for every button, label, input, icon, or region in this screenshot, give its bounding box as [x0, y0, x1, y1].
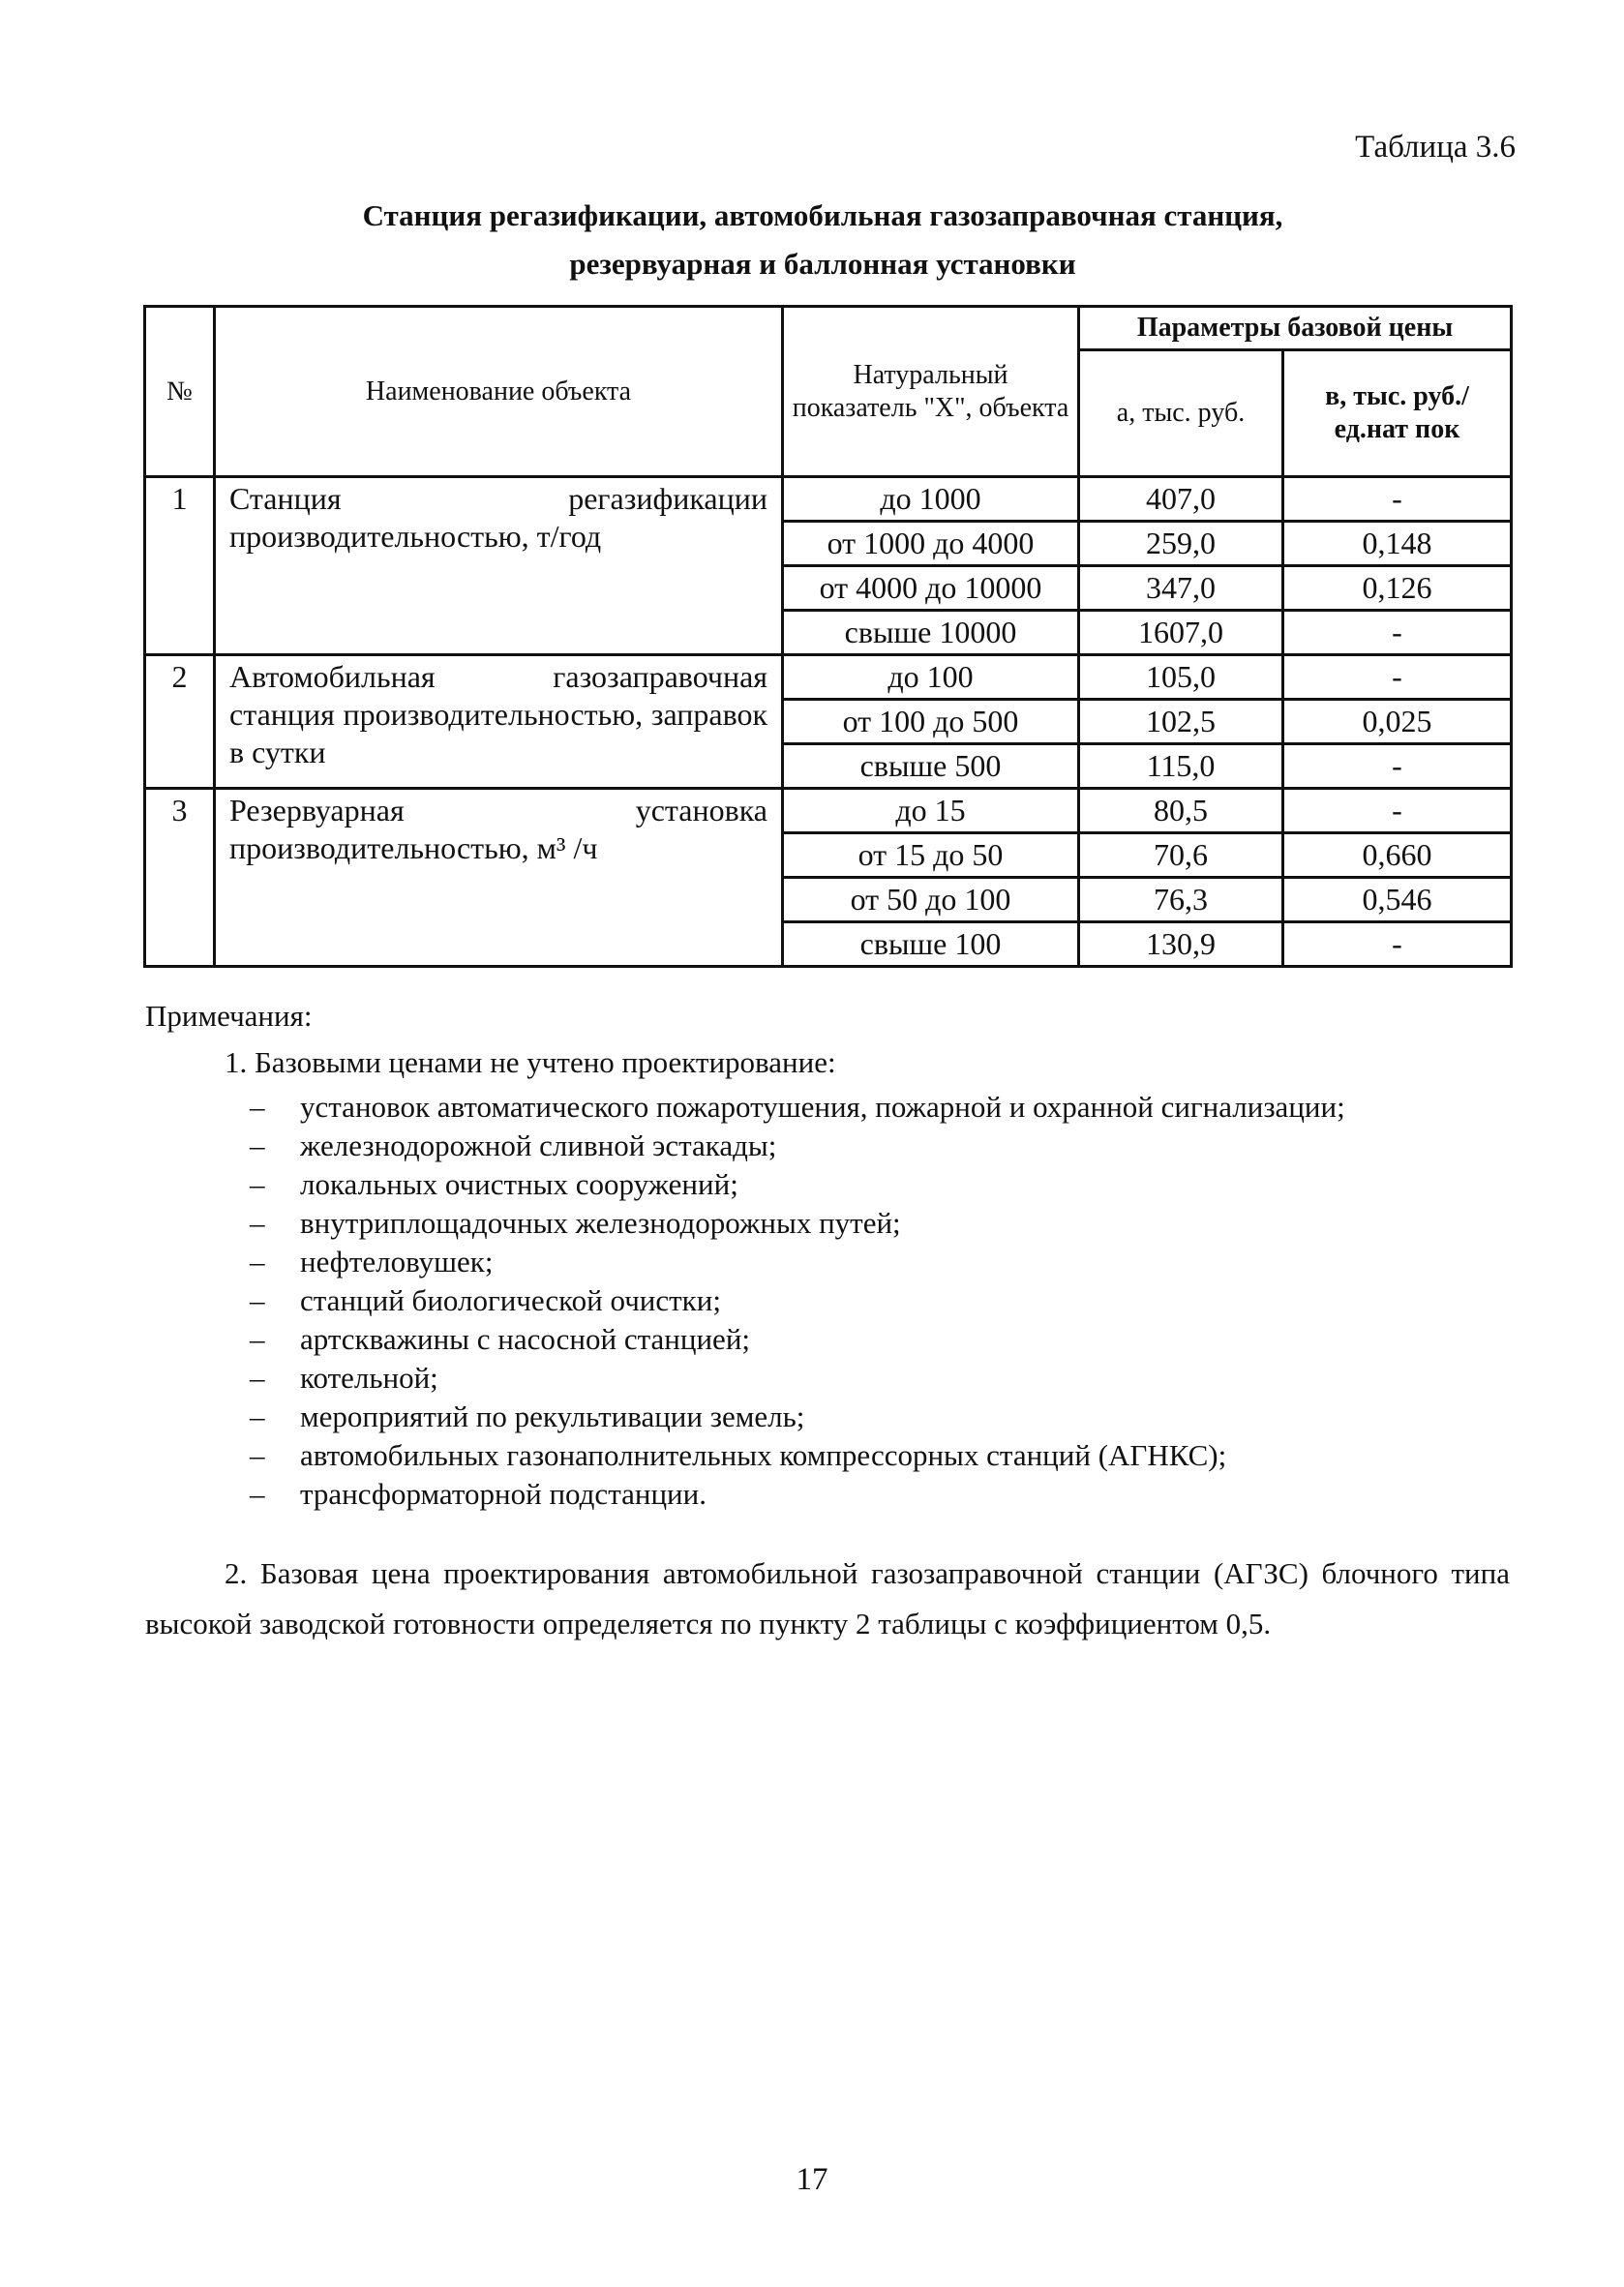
table-row [145, 655, 1512, 700]
cell-price-a: 347,0 [1079, 566, 1283, 611]
list-dash: – [250, 1245, 265, 1279]
header-base-price-params: Параметры базовой цены [1079, 307, 1512, 350]
cell-number: 1 [145, 477, 215, 655]
cell-price-a: 105,0 [1079, 655, 1283, 700]
table-body [145, 477, 1512, 967]
cell-price-b: - [1283, 477, 1512, 522]
note-list-item [145, 1475, 1510, 1514]
note-list-item-text: железнодорожной сливной эстакады; [300, 1128, 777, 1162]
note-list-item [145, 1436, 1510, 1475]
cell-price-b: 0,660 [1283, 833, 1512, 878]
cell-object-name: Станция регазификации производительностью, т/год [215, 477, 783, 655]
table-label: Таблица 3.6 [1355, 130, 1516, 165]
note-2: 2. Базовая цена проектирования автомобильной газозаправочной станции (АГЗС) блочного типа высокой заводской готовности определяется по пункту 2 таблицы с коэффициентом 0,5. [145, 1556, 1510, 1640]
cell-range: свыше 500 [783, 744, 1079, 789]
cell-price-b: 0,546 [1283, 878, 1512, 922]
list-dash: – [250, 1283, 265, 1317]
note-list-item [145, 1127, 1510, 1165]
notes-section [145, 999, 1510, 1649]
note-list-item-text: станций биологической очистки; [300, 1283, 721, 1317]
cell-price-a: 130,9 [1079, 922, 1283, 967]
cell-range: от 50 до 100 [783, 878, 1079, 922]
cell-range: от 1000 до 4000 [783, 522, 1079, 566]
page-number: 17 [796, 2162, 828, 2197]
cell-number: 3 [145, 789, 215, 967]
note-list-item [145, 1398, 1510, 1436]
cell-range: свыше 10000 [783, 611, 1079, 655]
cell-price-b: - [1283, 744, 1512, 789]
note-list-item-text: установок автоматического пожаротушения, пожарной и охранной сигнализации; [300, 1090, 1345, 1124]
cell-number: 2 [145, 655, 215, 789]
cell-range: от 4000 до 10000 [783, 566, 1079, 611]
cell-range: до 1000 [783, 477, 1079, 522]
note-list-item [145, 1320, 1510, 1359]
note-list-item [145, 1204, 1510, 1243]
table-row [145, 477, 1512, 522]
note-1: 1. Базовыми ценами не учтено проектирование: [225, 1045, 836, 1079]
header-object-name: Наименование объекта [215, 307, 783, 477]
cell-price-a: 259,0 [1079, 522, 1283, 566]
note-list-item-text: мероприятий по рекультивации земель; [300, 1399, 805, 1433]
cell-price-a: 115,0 [1079, 744, 1283, 789]
note-list-item [145, 1281, 1510, 1320]
table-title [145, 192, 1500, 288]
list-dash: – [250, 1438, 265, 1472]
cell-price-a: 76,3 [1079, 878, 1283, 922]
list-dash: – [250, 1399, 265, 1433]
note-list-item [145, 1165, 1510, 1204]
list-dash: – [250, 1206, 265, 1240]
cell-object-name: Автомобильная газозаправочная станция производительностью, заправок в сутки [215, 655, 783, 789]
note-list-item-text: локальных очистных сооружений; [300, 1167, 738, 1201]
cell-price-b: - [1283, 789, 1512, 833]
note-list-item [145, 1243, 1510, 1281]
note-list-item-text: нефтеловушек; [300, 1245, 494, 1279]
excluded-design-list [145, 1088, 1510, 1514]
note-list-item-text: трансформаторной подстанции. [300, 1477, 707, 1511]
cell-range: от 15 до 50 [783, 833, 1079, 878]
list-dash: – [250, 1477, 265, 1511]
cell-price-b: - [1283, 655, 1512, 700]
table-row [145, 789, 1512, 833]
cell-price-a: 80,5 [1079, 789, 1283, 833]
cell-price-a: 70,6 [1079, 833, 1283, 878]
note-list-item [145, 1088, 1510, 1127]
list-dash: – [250, 1167, 265, 1201]
cell-price-b: - [1283, 611, 1512, 655]
cell-range: от 100 до 500 [783, 700, 1079, 744]
cell-price-b: 0,148 [1283, 522, 1512, 566]
base-price-table [143, 305, 1513, 968]
table-header [145, 307, 1512, 477]
table-title-line-1: Станция регазификации, автомобильная газозаправочная станция, [362, 198, 1283, 232]
note-list-item-text: артскважины с насосной станцией; [300, 1322, 751, 1356]
cell-range: до 100 [783, 655, 1079, 700]
header-param-b: в, тыс. руб./ ед.нат пок [1283, 350, 1512, 477]
header-natural-indicator: Натуральный показатель "Х", объекта [783, 307, 1079, 477]
header-param-a: а, тыс. руб. [1079, 350, 1283, 477]
cell-range: свыше 100 [783, 922, 1079, 967]
header-number: № [145, 307, 215, 477]
cell-price-a: 1607,0 [1079, 611, 1283, 655]
list-dash: – [250, 1090, 265, 1124]
list-dash: – [250, 1128, 265, 1162]
cell-price-b: - [1283, 922, 1512, 967]
note-list-item [145, 1359, 1510, 1398]
list-dash: – [250, 1361, 265, 1395]
cell-object-name: Резервуарная установка производительностью, м³ /ч [215, 789, 783, 967]
note-list-item-text: котельной; [300, 1361, 438, 1395]
cell-range: до 15 [783, 789, 1079, 833]
notes-title: Примечания: [145, 999, 313, 1033]
list-dash: – [250, 1322, 265, 1356]
cell-price-b: 0,126 [1283, 566, 1512, 611]
cell-price-a: 102,5 [1079, 700, 1283, 744]
cell-price-b: 0,025 [1283, 700, 1512, 744]
table-title-line-2: резервуарная и баллонная установки [569, 247, 1076, 281]
note-list-item-text: автомобильных газонаполнительных компрессорных станций (АГНКС); [300, 1438, 1227, 1472]
cell-price-a: 407,0 [1079, 477, 1283, 522]
note-list-item-text: внутриплощадочных железнодорожных путей; [300, 1206, 901, 1240]
